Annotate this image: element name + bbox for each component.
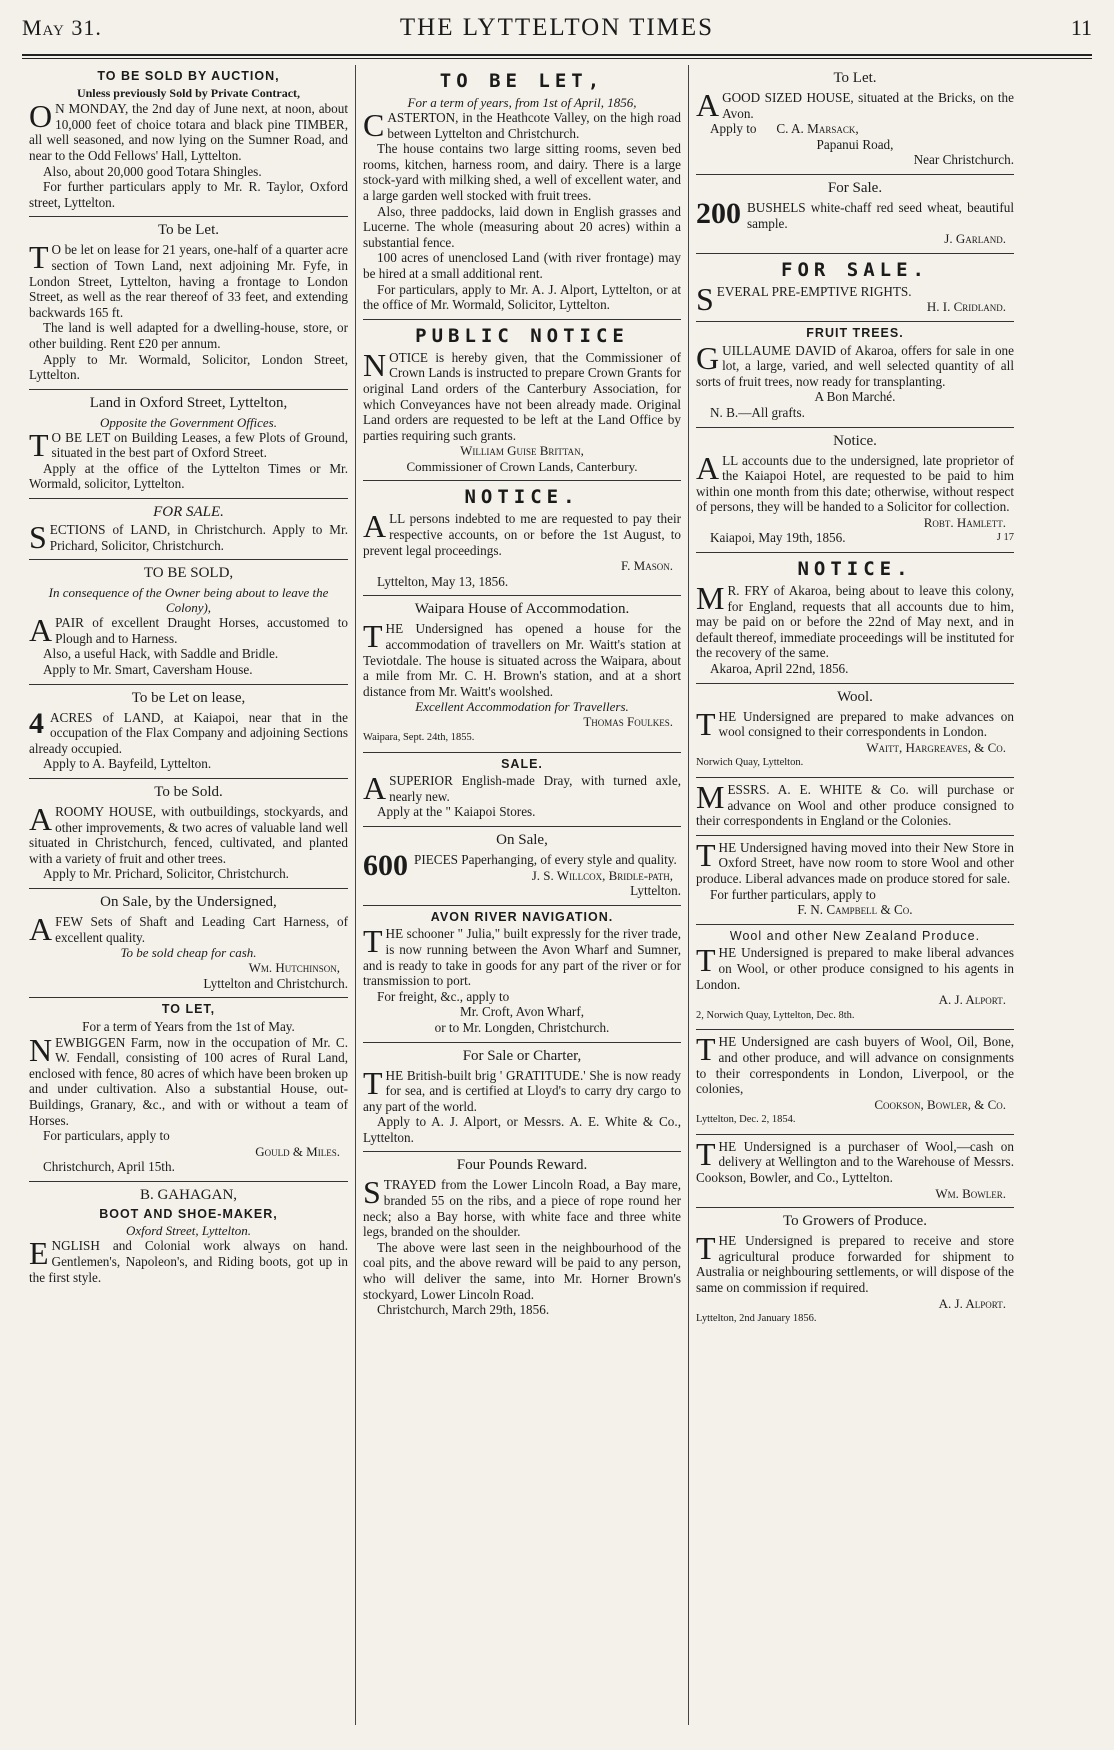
- ad-heading: On Sale, by the Undersigned,: [100, 893, 277, 910]
- ad-signature: F. Mason.: [620, 558, 673, 574]
- ad-fruit-trees: [696, 321, 1014, 427]
- ad-signature: A. J. Alport.: [938, 1295, 1006, 1311]
- ad-address: Near Christchurch.: [913, 152, 1014, 168]
- ad-paragraph: To be sold cheap for cash.: [120, 945, 257, 961]
- ad-heading: To be Sold.: [154, 784, 223, 800]
- ad-paragraph: or to Mr. Longden, Christchurch.: [434, 1019, 610, 1035]
- ad-bowler-wool: [696, 1134, 1014, 1207]
- ad-signature-place: Lyttelton.: [630, 883, 681, 899]
- ad-paragraph: Excellent Accommodation for Travellers.: [415, 699, 629, 715]
- ad-body: ASTERTON, in the Heathcote Valley, on the high road between Lyttelton and Christchurch.: [387, 110, 681, 141]
- ad-heading: TO LET,: [161, 1002, 216, 1017]
- ad-paragraph: Mr. Croft, Avon Wharf,: [459, 1004, 585, 1020]
- drop-cap: A: [29, 612, 53, 649]
- column-1: [22, 65, 355, 1725]
- column-3: [688, 65, 1021, 1725]
- ad-paragraph: Apply to A. J. Alport, or Messrs. A. E. White & Co., Lyttelton.: [363, 1114, 681, 1145]
- newspaper-title: THE LYTTELTON TIMES: [399, 14, 715, 41]
- drop-cap: O: [29, 98, 53, 135]
- ad-body: HE Undersigned are cash buyers of Wool, Oil, Bone, and other produce, and will advance on consignments to their correspondents in London, Liverpool, or the colonies,: [696, 1034, 1014, 1097]
- ad-avon-river-navigation: [363, 905, 681, 1042]
- ad-heading: PUBLIC NOTICE: [415, 324, 629, 347]
- ad-paragraph: The house contains two large sitting rooms, seven bed rooms, kitchen, harness room, and dairy. There is a large stock-yard with milking shed, a well of excellent water, and a large garden well stocked with fruit trees.: [363, 141, 681, 203]
- ad-paragraph: For freight, &c., apply to: [377, 988, 510, 1004]
- ad-body: ESSRS. A. E. WHITE & Co. will purchase or advance on Wool and other produce consigned to their correspondents in England or the Colonies.: [696, 782, 1014, 829]
- ad-subheading: In consequence of the Owner being about to leave the Colony),: [48, 585, 329, 616]
- ad-paragraph: N. B.—All grafts.: [710, 404, 805, 420]
- ad-date: 2, Norwich Quay, Lyttelton, Dec. 8th.: [696, 1009, 855, 1021]
- ad-heading: To Let.: [833, 70, 877, 86]
- ad-body: O be let on lease for 21 years, one-half of a quarter acre section of Town Land, next adjoining Mr. Fyfe, in London Street, Lyttelton, having a frontage to London Street, as well as the rear thereof of 33 feet, and extending backwards 165 ft.: [29, 242, 348, 320]
- ad-cart-harness: [29, 888, 348, 997]
- ad-heading: Notice.: [833, 432, 877, 449]
- ad-address: Oxford Street, Lyttelton.: [125, 1223, 252, 1239]
- drop-cap: A: [29, 910, 53, 947]
- drop-cap: A: [29, 801, 53, 837]
- ad-heading: To Growers of Produce.: [783, 1213, 927, 1230]
- ad-body: LL persons indebted to me are requested to pay their respective accounts, on or before the 1st August, to prevent legal proceedings.: [363, 511, 681, 558]
- ad-waipara-house: [363, 595, 681, 751]
- drop-cap: A: [696, 87, 720, 123]
- ad-white-co: [696, 777, 1014, 835]
- ad-paragraph: Apply at the office of the Lyttelton Times or Mr. Wormald, solicitor, Lyttelton.: [29, 460, 348, 492]
- ad-nz-produce: [696, 924, 1014, 1030]
- ad-mark: J 17: [996, 532, 1014, 544]
- ad-growers-produce: [696, 1207, 1014, 1333]
- ad-body: HE Undersigned is prepared to receive and store agricultural produce forwarded for shipment to Australia or neighbouring settlements, or will dispose of the same on commission if required.: [696, 1233, 1014, 1296]
- ad-signature-title: Commissioner of Crown Lands, Canterbury.: [406, 458, 638, 474]
- ad-wool-waitt: [696, 683, 1014, 777]
- ad-date: Christchurch, March 29th, 1856.: [377, 1302, 550, 1318]
- ad-subheading: For a term of Years from the 1st of May.: [82, 1018, 295, 1034]
- ad-to-let-house: [696, 65, 1014, 174]
- ad-date: Kaiapoi, May 19th, 1856.: [710, 530, 846, 546]
- ad-red-seed-wheat: [696, 174, 1014, 253]
- ad-subheading: BOOT AND SHOE-MAKER,: [99, 1206, 278, 1221]
- ad-heading: Wool and other New Zealand Produce.: [729, 928, 981, 943]
- ad-heading: To be Let.: [157, 222, 219, 239]
- ad-paragraph: Also, a useful Hack, with Saddle and Bridle.: [43, 646, 279, 662]
- drop-cap: T: [696, 1031, 716, 1068]
- ad-date: Christchurch, April 15th.: [43, 1159, 175, 1175]
- ad-draught-horses: [29, 559, 348, 683]
- ad-body: SUPERIOR English-made Dray, with turned axle, nearly new.: [389, 773, 681, 804]
- ad-gahagan-bootmaker: [29, 1181, 348, 1291]
- ad-four-pounds-reward: [363, 1151, 681, 1323]
- drop-cap: N: [363, 346, 387, 383]
- drop-cap: E: [29, 1235, 49, 1272]
- ad-paragraph: Apply to Mr. Wormald, Solicitor, London Street, Lyttelton.: [29, 351, 348, 383]
- ad-signature: Cookson, Bowler, & Co.: [874, 1096, 1006, 1112]
- column-2: [355, 65, 688, 1725]
- ad-notice-fry: [696, 552, 1014, 683]
- ad-signature: William Guise Brittan,: [460, 443, 584, 459]
- ad-heading: B. GAHAGAN,: [139, 1186, 238, 1203]
- columns: [22, 65, 1092, 1725]
- ad-heading: Four Pounds Reward.: [456, 1157, 588, 1174]
- drop-cap: C: [363, 107, 385, 143]
- ad-notice-hamlett: [696, 427, 1014, 553]
- ad-address: Papanui Road,: [816, 136, 894, 152]
- drop-cap: T: [363, 923, 383, 960]
- ad-body: BUSHELS white-chaff red seed wheat, beautiful sample.: [747, 199, 1014, 231]
- ad-paragraph: For further particulars apply to Mr. R. Taylor, Oxford street, Lyttelton.: [29, 179, 348, 210]
- ad-body: EWBIGGEN Farm, now in the occupation of Mr. C. W. Fendall, consisting of 100 acres of Rural Land, enclosed with fence, 80 acres of which have been broken up and under cultivation. Also a substantial House, out-Buildings, Granary, &c., and with or without a team of Horses.: [29, 1034, 348, 1128]
- drop-cap: N: [29, 1031, 53, 1068]
- masthead: [22, 14, 1092, 52]
- ad-body: ROOMY HOUSE, with outbuildings, stockyards, and other improvements, & two acres of valuable land well situated in Christchurch, fenced, cultivated, and planted with a variety of fruit and other trees.: [29, 804, 348, 866]
- ad-kaiapoi-acres: [29, 684, 348, 778]
- drop-cap: A: [696, 449, 720, 486]
- ad-heading: For Sale.: [827, 179, 883, 196]
- ad-signature: Robt. Hamlett.: [923, 514, 1006, 530]
- ad-date: Norwich Quay, Lyttelton.: [696, 757, 804, 769]
- ad-heading: NOTICE.: [464, 486, 580, 509]
- ad-heading: Wool.: [837, 688, 873, 705]
- ad-heading: On Sale,: [496, 831, 548, 848]
- page-number: 11: [1070, 15, 1092, 40]
- ad-body: ECTIONS of LAND, in Christchurch. Apply to Mr. Prichard, Solicitor, Christchurch.: [49, 522, 348, 553]
- ad-heading: Waipara House of Accommodation.: [414, 601, 630, 618]
- drop-cap: T: [696, 1230, 716, 1267]
- ad-paragraph: Also, about 20,000 good Totara Shingles.: [43, 163, 262, 179]
- ad-heading: TO BE SOLD BY AUCTION,: [97, 69, 280, 83]
- drop-cap: T: [363, 1064, 383, 1101]
- issue-date: May 31.: [22, 15, 102, 40]
- ad-body: ACRES of LAND, at Kaiapoi, near that in the occupation of the Flax Company and adjoining Sections already occupied.: [29, 709, 348, 756]
- ad-signature: Gould & Miles.: [255, 1143, 340, 1159]
- ad-paragraph: Apply to Mr. Smart, Caversham House.: [43, 662, 253, 678]
- ad-paragraph: The above were last seen in the neighbourhood of the coal pits, and the above reward will be paid to any person, who will deliver the same, into Mr. Horner Brown's stockyard, Lower Lincoln Road.: [363, 1239, 681, 1302]
- ad-subheading: For a term of years, from 1st of April, 1856,: [407, 95, 637, 110]
- ad-signature: Waitt, Hargreaves, & Co.: [866, 739, 1006, 755]
- ad-heading: FOR SALE.: [781, 258, 929, 281]
- ad-body: OTICE is hereby given, that the Commissioner of Crown Lands is instructed to prepare Crown Grants for original Land orders of the Canterbury Association, for which Conveyances have not been already made. Original Land orders are requested to be left at the Land Office by parties requiring such grants.: [363, 349, 681, 443]
- drop-cap: T: [696, 836, 716, 873]
- ad-date: Lyttelton, Dec. 2, 1854.: [696, 1114, 796, 1126]
- drop-cap: A: [363, 770, 387, 807]
- ad-signature: H. I. Cridland.: [926, 299, 1006, 315]
- ad-paragraph: Also, three paddocks, laid down in English grasses and Lucerne. The whole (measuring about 20 acres) within a substantial fence.: [363, 203, 681, 250]
- drop-cap: S: [696, 280, 714, 317]
- ad-oxford-street-land: [29, 389, 348, 498]
- ad-paragraph: Apply to: [710, 121, 757, 137]
- ad-date: Lyttelton, 2nd January 1856.: [696, 1313, 817, 1325]
- ad-body: TRAYED from the Lower Lincoln Road, a Bay mare, branded 55 on the ribs, and a piece of rope round her neck; also a Bay horse, with white face and three white legs, branded on the shoulder.: [363, 1177, 681, 1240]
- ad-body: LL accounts due to the undersigned, late proprietor of the Kaiapoi Hotel, are requested to be paid to him within one month from this date; otherwise, without respect of persons, they will be handed to a Solicitor for collection.: [696, 452, 1014, 515]
- ad-sale-dray: [363, 752, 681, 826]
- ad-casterton-let: [363, 65, 681, 319]
- ad-signature: Thomas Foulkes.: [583, 714, 673, 730]
- ad-notice-mason: [363, 480, 681, 595]
- ad-heading: AVON RIVER NAVIGATION.: [430, 909, 614, 924]
- ad-body: GOOD SIZED HOUSE, situated at the Bricks, on the Avon.: [722, 90, 1014, 121]
- drop-cap: T: [29, 239, 49, 276]
- ad-paragraph: Apply to Mr. Prichard, Solicitor, Christchurch.: [43, 866, 289, 882]
- ad-heading: For Sale or Charter,: [462, 1047, 582, 1064]
- ad-roomy-house: [29, 778, 348, 888]
- drop-cap: S: [363, 1174, 381, 1211]
- ad-paragraph: Apply to A. Bayfeild, Lyttelton.: [43, 756, 212, 772]
- ad-signature: C. A. Marsack,: [776, 121, 859, 137]
- drop-cap: M: [696, 779, 725, 815]
- ad-heading: Land in Oxford Street, Lyttelton,: [89, 394, 288, 411]
- ad-paragraph: For particulars, apply to: [43, 1128, 170, 1144]
- ad-body: HE British-built brig ' GRATITUDE.' She is now ready for sea, and is certified at Lloyd's to carry dry cargo to any part of the world.: [363, 1067, 681, 1114]
- drop-cap: T: [696, 705, 716, 742]
- drop-cap: A: [363, 508, 387, 545]
- ad-paragraph: For further particulars, apply to: [710, 886, 876, 902]
- ad-body: HE schooner " Julia," built expressly for the river trade, is now running between the Avon Wharf and Sumner, and is ready to take in goods for any part of the river or for transmission to port.: [363, 926, 681, 989]
- ad-body: HE Undersigned are prepared to make advances on wool consigned to their correspondents in London.: [718, 708, 1014, 740]
- ad-body: HE Undersigned is prepared to make liberal advances on Wool, or other produce consigned to his agents in London.: [696, 945, 1014, 992]
- ad-body: PAIR of excellent Draught Horses, accustomed to Plough and to Harness.: [55, 615, 348, 646]
- ad-heading: NOTICE.: [797, 558, 913, 581]
- drop-cap: G: [696, 339, 720, 376]
- ad-paragraph: A Bon Marché.: [814, 389, 896, 405]
- ad-heading: TO BE LET,: [439, 70, 605, 92]
- ad-body: HE Undersigned has opened a house for the accommodation of travellers on Mr. Waitt's station at Teviotdale. The house is situated across the Waipara, about a mile from Mr. C. H. Brown's station, and at a short distance from Mr. Waitt's woolshed.: [363, 621, 681, 699]
- ad-heading: FOR SALE.: [153, 504, 224, 521]
- ad-signature: A. J. Alport.: [938, 992, 1006, 1008]
- ad-heading: TO BE SOLD,: [143, 565, 234, 582]
- ad-body: O BE LET on Building Leases, a few Plots of Ground, situated in the best part of Oxford Street.: [51, 429, 348, 461]
- ad-cookson-bowler: [696, 1029, 1014, 1134]
- ad-auction-timber: [29, 65, 348, 216]
- ad-body: R. FRY of Akaroa, being about to leave this colony, for England, requests that all accounts due to him, may be paid on or before the 22nd of May next, and in default thereof, immediate proceedings will be instituted for the recovery of the same.: [696, 583, 1014, 661]
- ad-heading: SALE.: [501, 756, 543, 771]
- ad-for-sale-sections: [29, 498, 348, 559]
- ad-paragraph: 100 acres of unenclosed Land (with river frontage) may be hired at a small additional rent.: [363, 250, 681, 281]
- ad-body: UILLAUME DAVID of Akaroa, offers for sale in one lot, a large, varied, and well selected quantity of all sorts of fruit trees, now ready for transplanting.: [696, 342, 1014, 389]
- drop-cap: T: [696, 942, 716, 979]
- ad-date: Akaroa, April 22nd, 1856.: [710, 661, 849, 677]
- ad-signature: J. Garland.: [944, 231, 1006, 247]
- ad-paragraph: For particulars, apply to Mr. A. J. Alport, Lyttelton, or at the office of Mr. Wormald, Solicitor, Lyttelton.: [363, 281, 681, 313]
- drop-cap: M: [696, 580, 725, 617]
- ad-number: 4: [29, 706, 44, 740]
- drop-cap: T: [696, 1135, 716, 1172]
- ad-body: N MONDAY, the 2nd day of June next, at noon, about 10,000 feet of choice totara and black pine TIMBER, all well seasoned, and now lying on the Sumner Road, and near to the Odd Fellows' Hall, Lyttelton.: [29, 101, 348, 163]
- ad-newbiggen-farm: [29, 997, 348, 1181]
- ad-date: Lyttelton, May 13, 1856.: [377, 573, 509, 589]
- ad-signature: Wm. Bowler.: [935, 1185, 1006, 1201]
- ad-subheading: Opposite the Government Offices.: [100, 414, 277, 430]
- ad-pre-emptive-rights: [696, 253, 1014, 321]
- ad-number: 200: [696, 196, 741, 230]
- ad-signature-place: Lyttelton and Christchurch.: [203, 975, 348, 991]
- drop-cap: S: [29, 519, 47, 556]
- ad-signature: F. N. Campbell & Co.: [797, 902, 913, 918]
- ad-body: EVERAL PRE-EMPTIVE RIGHTS.: [716, 283, 912, 299]
- ad-paragraph: Apply at the " Kaiapoi Stores.: [377, 804, 536, 820]
- drop-cap: T: [29, 426, 49, 463]
- ad-public-notice: [363, 319, 681, 481]
- ad-signature: Wm. Hutchinson,: [248, 960, 340, 976]
- ad-body: PIECES Paperhanging, of every style and quality.: [414, 851, 677, 867]
- ad-subheading: Unless previously Sold by Private Contract,: [76, 85, 301, 100]
- ad-date: Waipara, Sept. 24th, 1855.: [363, 732, 475, 743]
- ad-to-be-let-lease: [29, 216, 348, 388]
- ad-brig-gratitude: [363, 1042, 681, 1152]
- ad-signature: J. S. Willcox, Bridle-path,: [531, 867, 673, 883]
- ad-campbell-store: [696, 835, 1014, 924]
- ad-body: FEW Sets of Shaft and Leading Cart Harness, of excellent quality.: [55, 913, 348, 945]
- ad-heading: FRUIT TREES.: [806, 325, 904, 340]
- drop-cap: T: [363, 618, 383, 655]
- ad-body: HE Undersigned having moved into their New Store in Oxford Street, have now room to store Wool and other produce. Liberal advances made on produce stored for sale.: [696, 839, 1014, 886]
- ad-paragraph: The land is well adapted for a dwelling-house, store, or other building. Rent £20 per annum.: [29, 320, 348, 351]
- ad-paperhanging: [363, 826, 681, 905]
- masthead-rule: [22, 54, 1092, 59]
- ad-heading: To be Let on lease,: [131, 689, 246, 706]
- ad-body: HE Undersigned is a purchaser of Wool,—cash on delivery at Wellington and to the Warehouse of Messrs. Cookson, Bowler, and Co., Lyttelton.: [696, 1138, 1014, 1186]
- ad-body: NGLISH and Colonial work always on hand. Gentlemen's, Napoleon's, and Riding boots, got up in the first style.: [29, 1238, 348, 1285]
- ad-number: 600: [363, 848, 408, 882]
